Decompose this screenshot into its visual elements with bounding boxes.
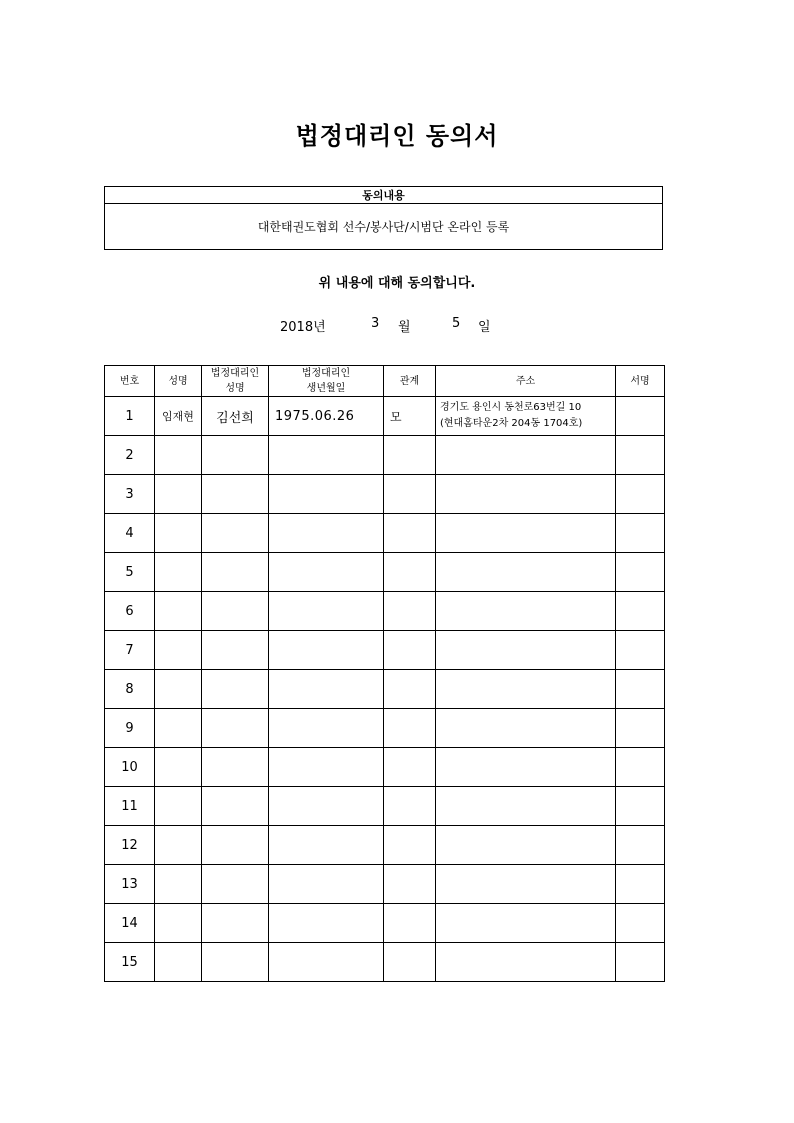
date-day-value: 5 <box>452 316 461 331</box>
table-row <box>105 826 665 865</box>
cell-signature <box>616 631 665 670</box>
cell-number: 10 <box>105 748 155 787</box>
cell-address <box>436 826 616 865</box>
cell-name: 임재현 <box>155 397 202 436</box>
header-guardian-birth-line2: 생년월일 <box>306 383 346 394</box>
cell-name <box>155 943 202 982</box>
header-guardian-birth-line1: 법정대리인 <box>301 368 351 379</box>
cell-number: 14 <box>105 904 155 943</box>
cell-relation <box>384 553 436 592</box>
table-header-row <box>105 366 665 397</box>
cell-number: 8 <box>105 670 155 709</box>
cell-address <box>436 592 616 631</box>
cell-signature <box>616 826 665 865</box>
date-month-unit: 월 <box>398 320 411 335</box>
cell-name <box>155 826 202 865</box>
cell-name <box>155 748 202 787</box>
cell-address <box>436 436 616 475</box>
cell-guardian-birth <box>269 787 384 826</box>
cell-guardian-birth <box>269 904 384 943</box>
header-guardian-name <box>202 366 269 397</box>
cell-number: 15 <box>105 943 155 982</box>
cell-address <box>436 670 616 709</box>
cell-number: 6 <box>105 592 155 631</box>
cell-guardian-name <box>202 943 269 982</box>
cell-guardian-name <box>202 670 269 709</box>
cell-signature <box>616 787 665 826</box>
cell-name <box>155 865 202 904</box>
cell-signature <box>616 436 665 475</box>
cell-name <box>155 592 202 631</box>
cell-number: 4 <box>105 514 155 553</box>
cell-signature <box>616 904 665 943</box>
table-row <box>105 436 665 475</box>
cell-guardian-name <box>202 436 269 475</box>
date-year: 2018년 <box>280 320 326 335</box>
cell-guardian-name <box>202 826 269 865</box>
cell-guardian-birth <box>269 592 384 631</box>
cell-guardian-birth <box>269 709 384 748</box>
table-row <box>105 553 665 592</box>
cell-guardian-birth: 1975.06.26 <box>269 397 384 436</box>
cell-number: 5 <box>105 553 155 592</box>
cell-name <box>155 631 202 670</box>
cell-signature <box>616 748 665 787</box>
cell-name <box>155 553 202 592</box>
cell-guardian-name <box>202 787 269 826</box>
cell-relation: 모 <box>384 397 436 436</box>
header-name: 성명 <box>155 366 202 397</box>
cell-number: 7 <box>105 631 155 670</box>
cell-relation <box>384 475 436 514</box>
cell-relation <box>384 787 436 826</box>
consent-header: 동의내용 <box>105 187 663 204</box>
cell-number: 9 <box>105 709 155 748</box>
cell-guardian-name <box>202 904 269 943</box>
cell-address <box>436 631 616 670</box>
cell-signature <box>616 553 665 592</box>
cell-number: 1 <box>105 397 155 436</box>
header-number: 번호 <box>105 366 155 397</box>
cell-address <box>436 943 616 982</box>
table-row <box>105 865 665 904</box>
cell-guardian-name <box>202 709 269 748</box>
cell-name <box>155 475 202 514</box>
header-guardian-name-line2: 성명 <box>225 383 245 394</box>
cell-address <box>436 397 616 436</box>
header-guardian-name-line1: 법정대리인 <box>210 368 260 379</box>
cell-address-line1: 경기도 용인시 동천로63번길 10 <box>440 402 582 413</box>
cell-guardian-birth <box>269 943 384 982</box>
cell-relation <box>384 943 436 982</box>
table-row <box>105 670 665 709</box>
cell-signature <box>616 397 665 436</box>
document-title: 법정대리인 동의서 <box>295 121 499 150</box>
cell-address <box>436 553 616 592</box>
table-row <box>105 592 665 631</box>
header-relation: 관계 <box>384 366 436 397</box>
cell-relation <box>384 514 436 553</box>
cell-guardian-birth <box>269 553 384 592</box>
cell-signature <box>616 865 665 904</box>
cell-name <box>155 670 202 709</box>
cell-number: 12 <box>105 826 155 865</box>
table-row <box>105 787 665 826</box>
cell-guardian-name <box>202 475 269 514</box>
header-address: 주소 <box>436 366 616 397</box>
cell-relation <box>384 865 436 904</box>
cell-guardian-name <box>202 514 269 553</box>
cell-name <box>155 436 202 475</box>
cell-address <box>436 904 616 943</box>
cell-name <box>155 904 202 943</box>
cell-number: 2 <box>105 436 155 475</box>
agreement-text: 위 내용에 대해 동의합니다. <box>318 276 476 291</box>
cell-name <box>155 514 202 553</box>
cell-address <box>436 787 616 826</box>
guardian-roster-table <box>104 365 665 982</box>
table-row <box>105 748 665 787</box>
table-row <box>105 904 665 943</box>
cell-relation <box>384 436 436 475</box>
cell-guardian-birth <box>269 670 384 709</box>
cell-signature <box>616 475 665 514</box>
cell-signature <box>616 592 665 631</box>
cell-number: 13 <box>105 865 155 904</box>
cell-guardian-name <box>202 553 269 592</box>
cell-guardian-birth <box>269 865 384 904</box>
cell-address <box>436 475 616 514</box>
consent-content: 대한태권도협회 선수/봉사단/시범단 온라인 등록 <box>105 204 663 250</box>
cell-address <box>436 709 616 748</box>
cell-guardian-name: 김선희 <box>202 397 269 436</box>
cell-guardian-birth <box>269 631 384 670</box>
table-row <box>105 631 665 670</box>
cell-guardian-birth <box>269 475 384 514</box>
cell-guardian-birth <box>269 826 384 865</box>
table-row <box>105 397 665 436</box>
cell-name <box>155 787 202 826</box>
cell-name <box>155 709 202 748</box>
cell-relation <box>384 826 436 865</box>
date-month-value: 3 <box>371 316 380 331</box>
cell-address <box>436 865 616 904</box>
header-guardian-birth <box>269 366 384 397</box>
cell-address <box>436 748 616 787</box>
table-row <box>105 514 665 553</box>
cell-relation <box>384 748 436 787</box>
consent-box <box>104 186 663 250</box>
date-day-unit: 일 <box>478 320 491 335</box>
cell-relation <box>384 592 436 631</box>
cell-guardian-name <box>202 631 269 670</box>
cell-signature <box>616 670 665 709</box>
cell-signature <box>616 943 665 982</box>
table-row <box>105 709 665 748</box>
cell-relation <box>384 904 436 943</box>
cell-guardian-name <box>202 592 269 631</box>
header-signature: 서명 <box>616 366 665 397</box>
cell-address <box>436 514 616 553</box>
cell-relation <box>384 709 436 748</box>
cell-relation <box>384 670 436 709</box>
cell-guardian-name <box>202 865 269 904</box>
cell-number: 11 <box>105 787 155 826</box>
cell-guardian-birth <box>269 436 384 475</box>
cell-relation <box>384 631 436 670</box>
cell-guardian-birth <box>269 514 384 553</box>
cell-number: 3 <box>105 475 155 514</box>
cell-address-line2: (현대홈타운2차 204동 1704호) <box>440 418 583 429</box>
table-row <box>105 943 665 982</box>
cell-signature <box>616 514 665 553</box>
cell-guardian-birth <box>269 748 384 787</box>
cell-guardian-name <box>202 748 269 787</box>
table-row <box>105 475 665 514</box>
cell-signature <box>616 709 665 748</box>
